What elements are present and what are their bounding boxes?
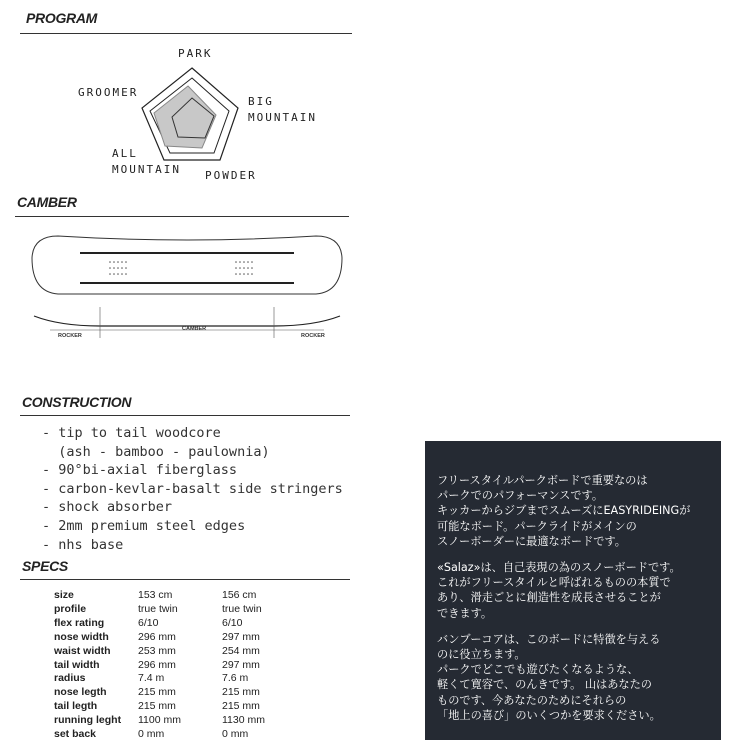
description-line: 「地上の喜び」のいくつかを要求ください。 [437, 708, 661, 722]
program-rule [20, 33, 352, 34]
description-paragraph-2 [437, 560, 713, 621]
specs-cell-v2: 6/10 [222, 616, 243, 629]
description-line: パークでどこでも遊びたくなるような、 [437, 663, 639, 677]
board-outline [28, 228, 346, 302]
description-line: スノーボーダーに最適なボードです。 [437, 534, 626, 548]
description-line: バンブーコアは、このボードに特徴を与える [437, 632, 661, 646]
description-panel [425, 441, 721, 740]
description-line: 軽くて寛容で、のんきです。 山はあなたの [437, 678, 652, 692]
specs-row [54, 631, 265, 645]
specs-cell-v2: 215 mm [222, 700, 260, 713]
specs-cell-v1: 296 mm [138, 630, 176, 643]
radar-chart [130, 60, 250, 170]
specs-row [54, 728, 265, 742]
label-camber: CAMBER [182, 326, 207, 332]
description-line: キッカーからジブまでスムーズにEASYRIDEINGが [437, 504, 691, 518]
construction-title: CONSTRUCTION [22, 394, 132, 410]
description-line: できます。 [437, 606, 493, 620]
description-line: パークでのパフォーマンスです。 [437, 489, 604, 503]
radar-label-park: PARK [178, 47, 213, 60]
specs-cell-v2: 156 cm [222, 589, 257, 601]
description-line: 可能なボード。パークライドがメインの [437, 519, 637, 533]
specs-row [54, 700, 265, 714]
construction-item: - carbon-kevlar-basalt side stringers [42, 480, 343, 497]
specs-cell-label: radius [54, 672, 86, 685]
specs-row [54, 672, 265, 686]
specs-cell-v2: 254 mm [222, 644, 260, 657]
specs-row [54, 603, 265, 617]
specs-cell-label: profile [54, 602, 87, 615]
description-line: のに役立ちます。 [437, 648, 526, 662]
specs-row [54, 714, 265, 728]
insert-pattern-right [235, 261, 253, 275]
specs-cell-v2: 297 mm [222, 658, 260, 671]
specs-cell-v2: 7.6 m [222, 672, 249, 685]
specs-cell-label: nose legth [54, 686, 107, 699]
specs-title: SPECS [22, 558, 68, 574]
description-line: «Salaz»は、自己表現の為のスノーボードです。 [437, 561, 681, 575]
insert-pattern-left [109, 261, 127, 275]
camber-rule [15, 216, 349, 217]
specs-cell-v2: 1130 mm [222, 714, 265, 727]
profile-line [34, 316, 340, 326]
specs-cell-label: tail legth [54, 700, 98, 713]
specs-cell-v1: true twin [138, 602, 178, 615]
specs-cell-label: tail width [54, 658, 100, 671]
specs-cell-label: running leght [54, 714, 122, 727]
specs-table [54, 589, 265, 742]
specs-cell-v1: 253 mm [138, 644, 176, 657]
specs-cell-label: size [54, 589, 74, 601]
construction-item: - tip to tail woodcore [42, 425, 221, 441]
program-title: PROGRAM [26, 10, 98, 26]
radar-label-powder: POWDER [205, 169, 257, 182]
specs-row [54, 686, 265, 700]
specs-cell-v1: 6/10 [138, 616, 159, 629]
description-line: フリースタイルパークボードで重要なのは [437, 474, 648, 487]
specs-cell-v1: 153 cm [138, 589, 173, 601]
specs-cell-v2: 215 mm [222, 686, 260, 699]
construction-list [42, 424, 343, 554]
specs-cell-label: nose width [54, 630, 109, 643]
specs-cell-v1: 215 mm [138, 686, 176, 699]
specs-cell-v1: 296 mm [138, 658, 176, 671]
radar-label-big: BIG [248, 95, 274, 108]
specs-cell-v1: 7.4 m [138, 672, 165, 685]
construction-item: - 2mm premium steel edges [42, 517, 246, 534]
description-line: ものです、今あなたのためにそれらの [437, 693, 627, 707]
construction-item: - nhs base [42, 536, 124, 553]
specs-cell-label: flex rating [54, 616, 105, 629]
specs-row [54, 589, 265, 603]
specs-cell-v1: 1100 mm [138, 714, 181, 727]
camber-title: CAMBER [17, 194, 77, 210]
specs-cell-v2: true twin [222, 602, 262, 615]
construction-rule [20, 415, 350, 416]
radar-label-all-mountain: MOUNTAIN [112, 163, 181, 176]
radar-fill-area [154, 86, 216, 148]
specs-cell-label: set back [54, 728, 97, 741]
specs-row [54, 659, 265, 673]
specs-row [54, 617, 265, 631]
construction-item: - 90°bi-axial fiberglass [42, 462, 238, 479]
specs-cell-v2: 297 mm [222, 630, 260, 643]
description-paragraph-1 [437, 473, 713, 549]
description-line: これがフリースタイルと呼ばれるものの本質で [437, 576, 671, 590]
description-paragraph-3 [437, 632, 713, 723]
radar-label-groomer: GROOMER [78, 86, 139, 99]
label-rocker-right: ROCKER [301, 333, 325, 339]
specs-cell-label: waist width [54, 644, 111, 657]
label-rocker-left: ROCKER [58, 333, 82, 339]
radar-label-all: ALL [112, 147, 138, 160]
specs-rule [20, 579, 350, 580]
specs-cell-v1: 215 mm [138, 700, 176, 713]
description-line: あり、滑走ごとに創造性を成長させることが [437, 591, 661, 605]
radar-label-mountain: MOUNTAIN [248, 111, 317, 124]
construction-item: (ash - bamboo - paulownia) [42, 443, 270, 460]
construction-item: - shock absorber [42, 499, 173, 516]
specs-cell-v2: 0 mm [222, 728, 249, 741]
specs-row [54, 645, 265, 659]
specs-cell-v1: 0 mm [138, 728, 165, 741]
